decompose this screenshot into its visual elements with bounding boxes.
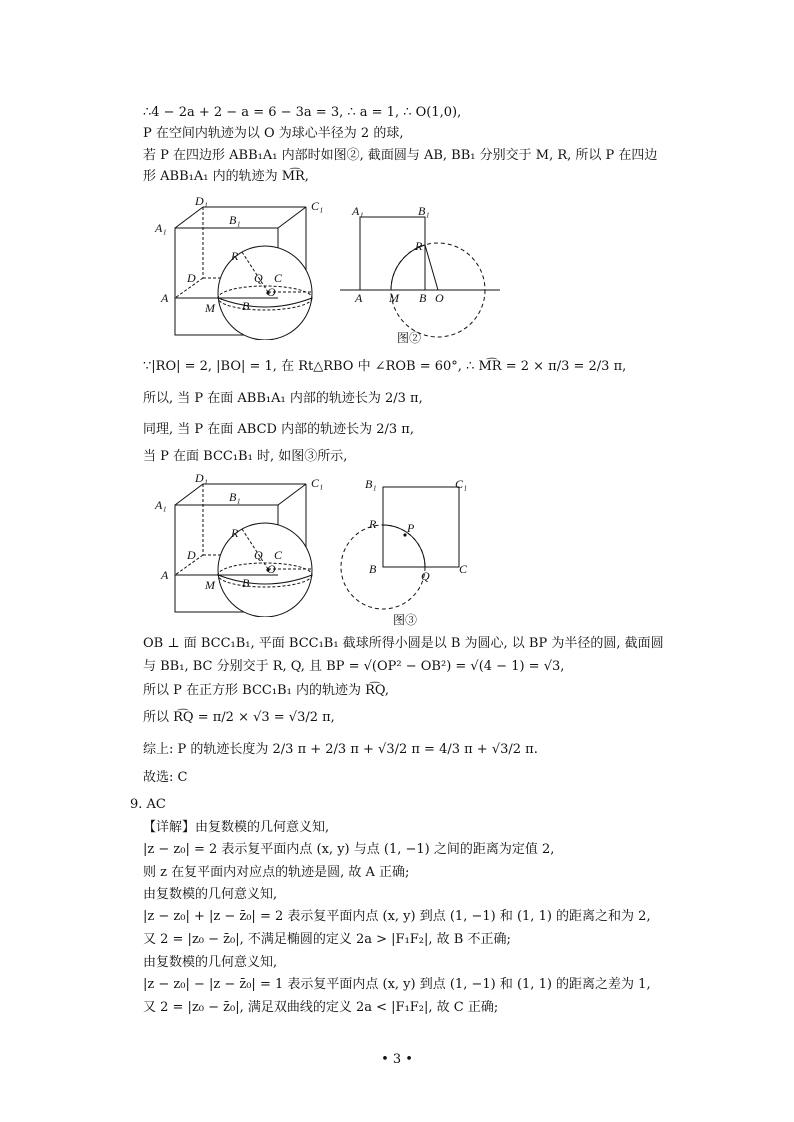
text-line: |z − z₀| = 2 表示复平面内点 (x, y) 与点 (1, −1) 之间的距离为定值 2, — [143, 842, 555, 857]
label-Q: Q — [421, 569, 430, 583]
text-line: ∵|RO| = 2, |BO| = 1, 在 Rt△RBO 中 ∠ROB = 60°, ∴ M͡R = 2 × π/3 = 2/3 π, — [143, 359, 627, 374]
label-C: C — [274, 548, 283, 562]
label-A: A — [355, 291, 363, 305]
label-D: D — [187, 271, 196, 285]
figure-2-caption: 图② — [397, 331, 422, 345]
text-line: |z − z₀| − |z − z̄₀| = 1 表示复平面内点 (x, y) 到点 (1, −1) 和 (1, 1) 的距离之差为 1, — [143, 977, 651, 992]
label-C1: C₁ — [311, 476, 324, 490]
label-B: B — [242, 299, 250, 313]
label-P: P — [407, 521, 415, 535]
text-line: 故选: C — [143, 770, 188, 785]
cube-sphere-figure-1 — [150, 190, 325, 340]
text-line: 【详解】由复数模的几何意义知, — [143, 820, 330, 835]
label-D1: D₁ — [195, 194, 208, 208]
label-C: C — [274, 271, 283, 285]
text-line: 由复数模的几何意义知, — [143, 955, 278, 970]
label-O: O — [267, 562, 276, 576]
label-C1: C₁ — [455, 477, 468, 491]
label-A1: A₁ — [155, 498, 167, 512]
cube-sphere-figure-2 — [150, 467, 325, 617]
label-B1: B₁ — [229, 490, 241, 504]
label-B1: B₁ — [418, 204, 430, 218]
label-Q: Q — [254, 548, 263, 562]
label-M: M — [205, 301, 215, 315]
label-M: M — [389, 291, 399, 305]
text-line: ∴4 − 2a + 2 − a = 6 − 3a = 3, ∴ a = 1, ∴ O(1,0), — [143, 105, 462, 120]
figure-2 — [335, 200, 510, 350]
label-R: R — [231, 526, 239, 540]
label-O: O — [267, 285, 276, 299]
label-A1: A₁ — [155, 221, 167, 235]
text-line: 与 BB₁, BC 分别交于 R, Q, 且 BP = √(OP² − OB²) = √(4 − 1) = √3, — [143, 659, 565, 674]
label-C1: C₁ — [311, 199, 324, 213]
text-line: |z − z₀| + |z − z̄₀| = 2 表示复平面内点 (x, y) 到点 (1, −1) 和 (1, 1) 的距离之和为 2, — [143, 909, 651, 924]
label-D: D — [187, 548, 196, 562]
label-D1: D₁ — [195, 471, 208, 485]
figure-3-caption: 图③ — [393, 613, 418, 627]
label-O: O — [435, 291, 444, 305]
text-line: 当 P 在面 BCC₁B₁ 时, 如图③所示, — [143, 449, 348, 464]
label-Q: Q — [254, 271, 263, 285]
label-R: R — [231, 249, 239, 263]
label-A: A — [161, 291, 169, 305]
figure-3 — [335, 472, 510, 630]
text-line: 所以 R͡Q = π/2 × √3 = √3/2 π, — [143, 710, 335, 725]
label-C: C — [459, 562, 468, 576]
text-line: 9. AC — [130, 797, 166, 812]
text-line: 由复数模的几何意义知, — [143, 887, 278, 902]
text-line: 综上: P 的轨迹长度为 2/3 π + 2/3 π + √3/2 π = 4/3 π + √3/2 π. — [143, 742, 538, 757]
text-line: 同理, 当 P 在面 ABCD 内部的轨迹长为 2/3 π, — [143, 422, 414, 437]
label-B: B — [242, 576, 250, 590]
label-A1: A₁ — [352, 204, 364, 218]
label-M: M — [205, 578, 215, 592]
text-line: OB ⊥ 面 BCC₁B₁, 平面 BCC₁B₁ 截球所得小圆是以 B 为圆心, 以 BP 为半径的圆, 截面圆 — [143, 636, 664, 651]
text-line: 若 P 在四边形 ABB₁A₁ 内部时如图②, 截面圆与 AB, BB₁ 分别交于 M, R, 所以 P 在四边 — [143, 148, 658, 163]
label-B: B — [419, 291, 427, 305]
text-line: 形 ABB₁A₁ 内的轨迹为 M͡R, — [143, 169, 309, 184]
label-R: R — [415, 239, 423, 253]
label-B1: B₁ — [365, 477, 377, 491]
label-R: R — [369, 517, 377, 531]
page-number: • 3 • — [381, 1052, 413, 1067]
text-line: 又 2 = |z₀ − z̄₀|, 满足双曲线的定义 2a < |F₁F₂|, 故 C 正确; — [143, 1000, 499, 1015]
label-B: B — [369, 562, 377, 576]
text-line: 所以 P 在正方形 BCC₁B₁ 内的轨迹为 R͡Q, — [143, 683, 390, 698]
text-line: 又 2 = |z₀ − z̄₀|, 不满足椭圆的定义 2a > |F₁F₂|, 故 B 不正确; — [143, 932, 511, 947]
text-line: 则 z 在复平面内对应点的轨迹是圆, 故 A 正确; — [143, 865, 410, 880]
text-line: 所以, 当 P 在面 ABB₁A₁ 内部的轨迹长为 2/3 π, — [143, 391, 423, 406]
label-A: A — [161, 568, 169, 582]
label-B1: B₁ — [229, 213, 241, 227]
text-line: P 在空间内轨迹为以 O 为球心半径为 2 的球, — [143, 126, 404, 141]
